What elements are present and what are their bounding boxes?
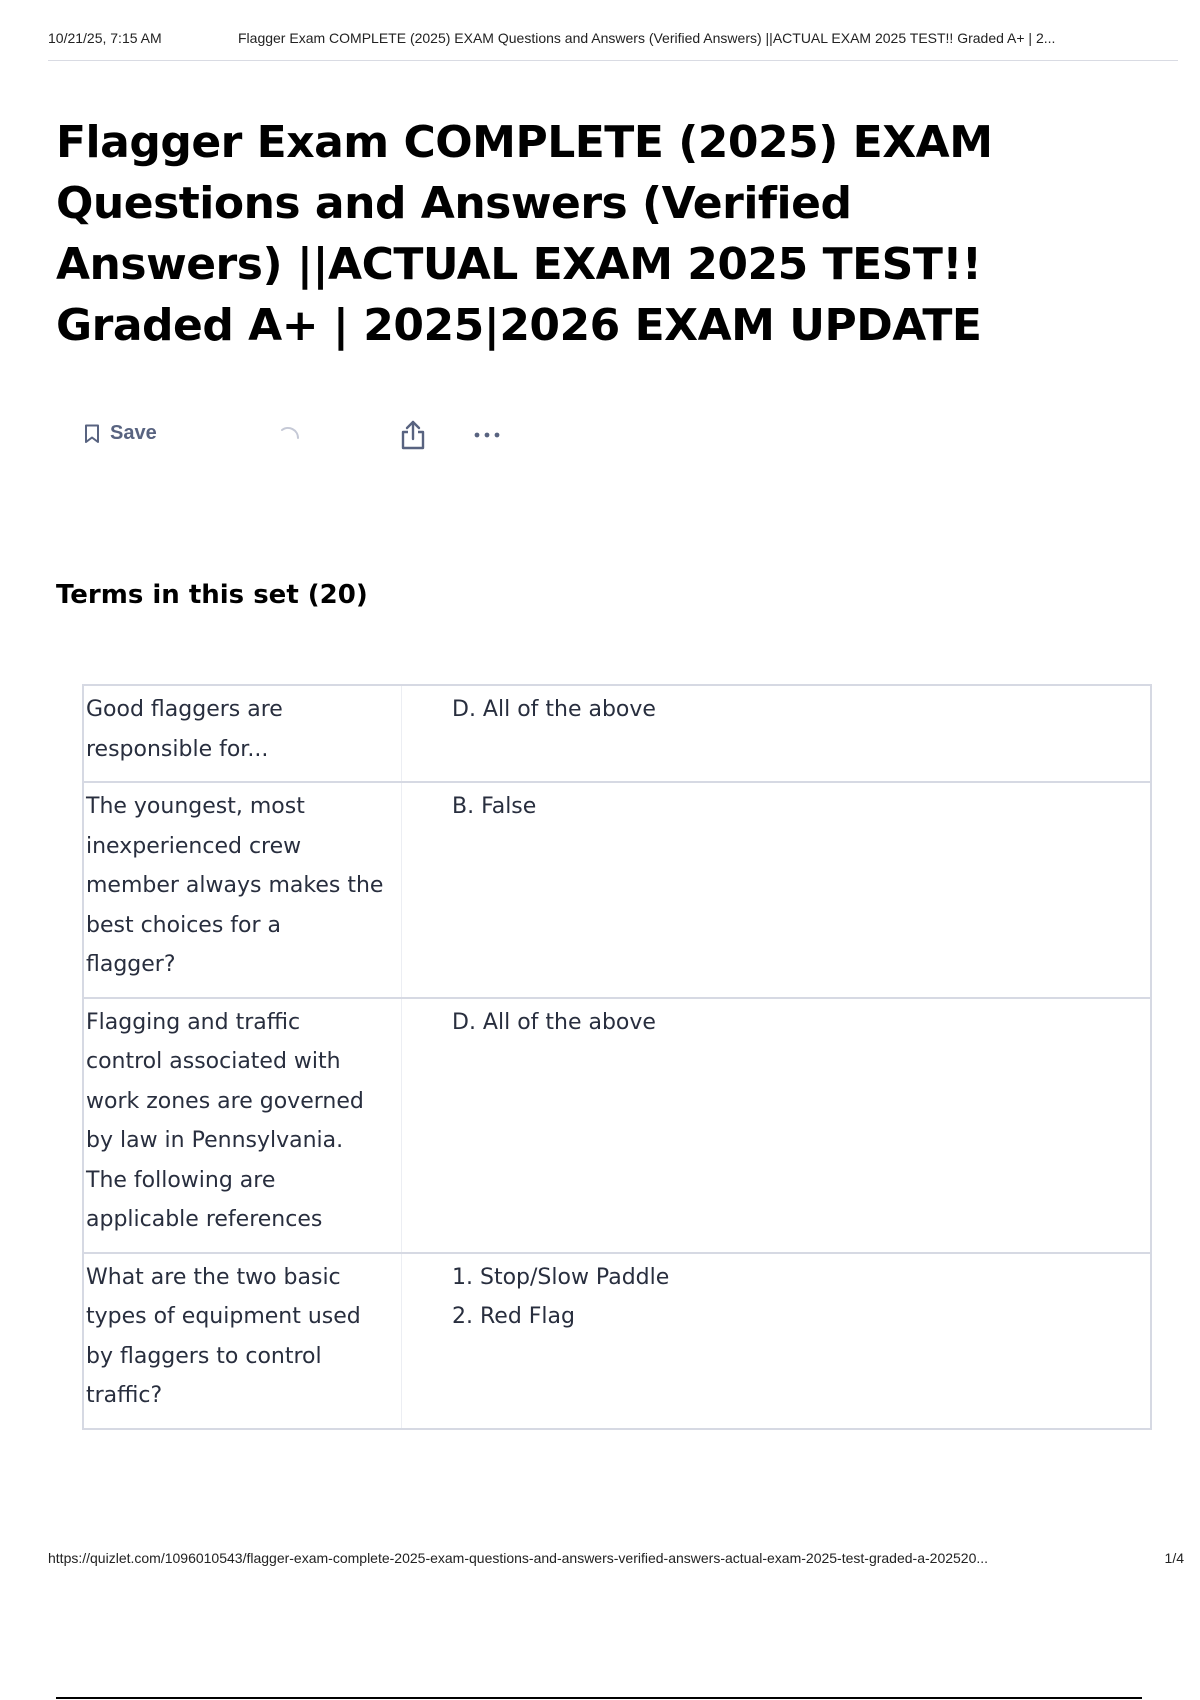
term-text: What are the two basic types of equipment used by flaggers to control traffic? <box>84 1254 402 1428</box>
definition-text: D. All of the above <box>452 697 656 722</box>
term-row[interactable] <box>82 684 1152 783</box>
share-icon <box>398 418 428 452</box>
share-button[interactable] <box>398 418 428 457</box>
loading-spinner-icon <box>278 424 302 453</box>
term-text: The youngest, most inexperienced crew member always makes the best choices for a flagger? <box>84 783 402 997</box>
definition-text: B. False <box>452 794 537 819</box>
print-document-title: Flagger Exam COMPLETE (2025) EXAM Questions and Answers (Verified Answers) ||ACTUAL EXAM 2025 TEST!! Graded A+ | 2... <box>238 30 1056 46</box>
set-toolbar <box>84 418 524 458</box>
page-title: Flagger Exam COMPLETE (2025) EXAM Questions and Answers (Verified Answers) ||ACTUAL EXAM 2025 TEST!! Graded A+ | 2025|2026 EXAM UPDATE <box>56 117 993 351</box>
bookmark-icon <box>84 424 100 444</box>
terms-table <box>82 684 1152 1430</box>
more-options-icon <box>470 418 504 452</box>
more-options-button[interactable] <box>470 418 504 457</box>
page-number: 1/4 <box>1164 1550 1184 1566</box>
page-url: https://quizlet.com/1096010543/flagger-exam-complete-2025-exam-questions-and-answers-verified-answers-actual-exam-2025-test-graded-a-202520... <box>48 1550 989 1566</box>
term-text: Good flaggers are responsible for... <box>84 686 402 781</box>
save-button[interactable] <box>84 422 157 445</box>
term-row[interactable] <box>82 997 1152 1254</box>
print-header <box>48 30 1178 61</box>
term-row[interactable] <box>82 1252 1152 1430</box>
terms-heading: Terms in this set (20) <box>56 580 368 610</box>
definition-text: D. All of the above <box>452 1009 656 1035</box>
save-label: Save <box>110 422 157 444</box>
divider <box>56 1697 1142 1699</box>
term-text: Flagging and traffic control associated with work zones are governed by law in Pennsylvania. The following are applicable references <box>84 999 402 1252</box>
term-row[interactable] <box>82 781 1152 999</box>
definition-text: 1. Stop/Slow Paddle 2. Red Flag <box>452 1264 670 1329</box>
print-datetime: 10/21/25, 7:15 AM <box>48 30 162 46</box>
